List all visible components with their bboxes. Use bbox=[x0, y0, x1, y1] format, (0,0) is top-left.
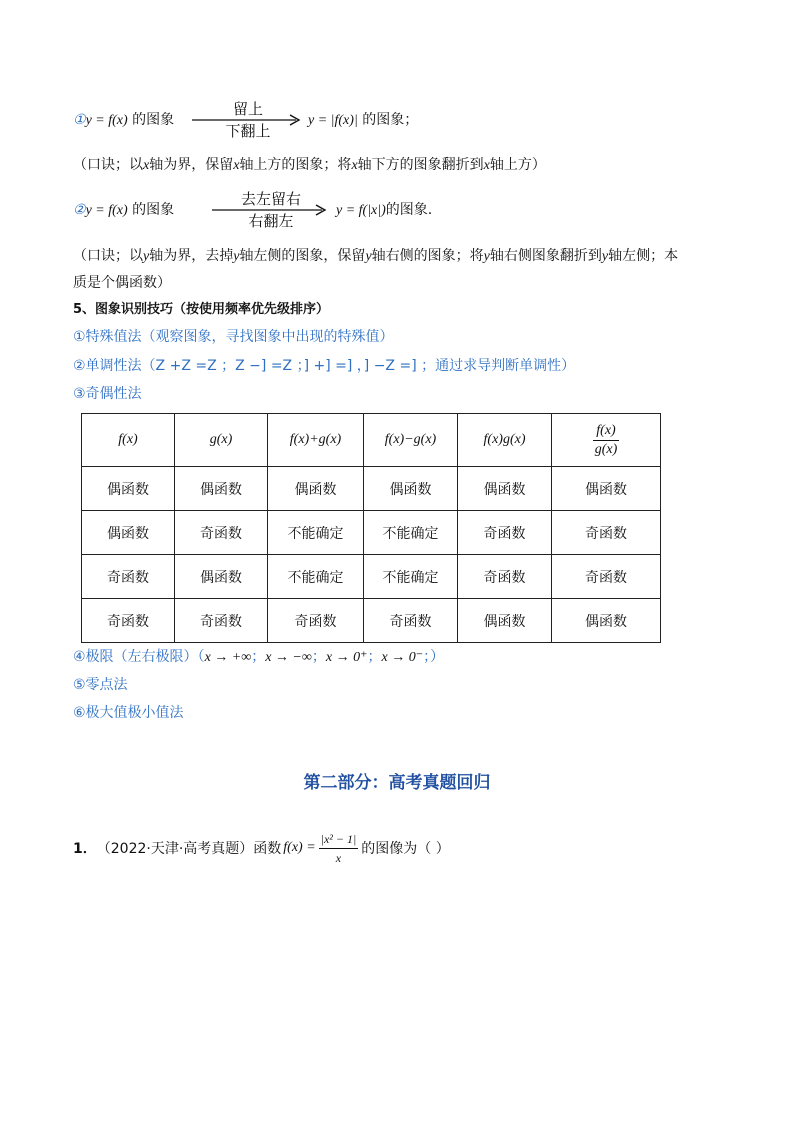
table-cell: 奇函数 bbox=[175, 599, 268, 643]
section5-item6: ⑥极大值极小值法 bbox=[73, 705, 184, 721]
question-source: （2022·天津·高考真题）函数 bbox=[96, 841, 282, 857]
header-cell: f(x)−g(x) bbox=[364, 414, 458, 467]
rule2-lhs: y = f(x) bbox=[85, 203, 128, 218]
tip-text: 轴为界，去掉 bbox=[149, 248, 234, 264]
fraction-denominator: x bbox=[335, 850, 342, 865]
section5-item2: ②单调性法（Z +Z =Z ；Z −] =Z ；] +] =] ，] −Z =] ；通过求导判断单调性） bbox=[73, 358, 576, 374]
section5-heading: 5、图象识别技巧（按使用频率优先级排序） bbox=[73, 302, 330, 317]
limit-end: ；） bbox=[423, 649, 445, 665]
table-cell: 偶函数 bbox=[175, 467, 268, 511]
tip-text: （口诀；以 bbox=[73, 248, 143, 264]
table-cell: 奇函数 bbox=[175, 511, 268, 555]
rule1-tip bbox=[73, 155, 546, 176]
rule2-suffix: 的图象. bbox=[385, 202, 433, 218]
table-cell: 偶函数 bbox=[552, 467, 661, 511]
table-cell: 不能确定 bbox=[364, 511, 458, 555]
header-cell: f(x)+g(x) bbox=[268, 414, 364, 467]
header-cell: f(x)g(x) bbox=[458, 414, 552, 467]
tip-text: 轴右侧的图象；将 bbox=[371, 248, 484, 264]
table-cell: 偶函数 bbox=[458, 599, 552, 643]
rule2-prefix: ② bbox=[73, 203, 86, 218]
header-cell: f(x) bbox=[82, 414, 175, 467]
tip-var: y bbox=[483, 249, 490, 264]
limit-sep: ； bbox=[311, 649, 326, 665]
table-row bbox=[82, 555, 661, 599]
tip-var: x bbox=[143, 158, 150, 173]
tip-text: （口诀；以 bbox=[73, 157, 143, 173]
tip-var: y bbox=[601, 249, 609, 264]
table-cell: 不能确定 bbox=[364, 555, 458, 599]
rule2-arrow-bottom: 右翻左 bbox=[248, 212, 294, 230]
table-cell: 偶函数 bbox=[82, 511, 175, 555]
limit-sep: ； bbox=[367, 649, 382, 665]
section5-item5: ⑤零点法 bbox=[73, 677, 128, 693]
rule2-mid: 的图象 bbox=[132, 202, 175, 218]
fraction-denominator: g(x) bbox=[594, 441, 618, 457]
table-cell: 偶函数 bbox=[364, 467, 458, 511]
fraction-numerator: f(x) bbox=[593, 422, 620, 441]
section5-item4 bbox=[73, 647, 444, 668]
limit-b: x → −∞ bbox=[265, 650, 312, 665]
tip-text: 轴左侧的图象，保留 bbox=[239, 248, 366, 264]
table-cell: 奇函数 bbox=[552, 511, 661, 555]
rule1-arrow-bottom: 下翻上 bbox=[225, 122, 271, 140]
table-cell: 不能确定 bbox=[268, 511, 364, 555]
section5-item3: ③奇偶性法 bbox=[73, 386, 142, 402]
table-header-row bbox=[82, 414, 661, 467]
rule1-right bbox=[308, 109, 418, 129]
table-cell: 奇函数 bbox=[82, 599, 175, 643]
rule2-arrow bbox=[212, 188, 330, 232]
table-cell: 不能确定 bbox=[268, 555, 364, 599]
tip-text: 轴为界，保留 bbox=[149, 157, 234, 173]
tip-var: x bbox=[351, 158, 358, 173]
tip-text: 轴下方的图象翻折到 bbox=[357, 157, 484, 173]
rule1-suffix: 的图象； bbox=[362, 112, 419, 128]
rule2-right bbox=[336, 199, 432, 219]
section5-item1: ①特殊值法（观察图象，寻找图象中出现的特殊值） bbox=[73, 329, 394, 345]
tip-var: x bbox=[483, 158, 490, 173]
fraction-numerator: |x² − 1| bbox=[319, 830, 359, 849]
parity-table bbox=[81, 413, 661, 643]
table-cell: 偶函数 bbox=[552, 599, 661, 643]
rule1-rhs: y = |f(x)| bbox=[308, 113, 358, 128]
rule2-tip bbox=[73, 246, 678, 267]
table-cell: 奇函数 bbox=[458, 511, 552, 555]
rule1-prefix: ① bbox=[73, 113, 86, 128]
rule2-left bbox=[73, 199, 174, 219]
question-tail: 的图像为（ ） bbox=[361, 841, 450, 857]
rule2-arrow-top: 去左留右 bbox=[240, 190, 301, 208]
question-fraction bbox=[319, 830, 359, 867]
table-cell: 偶函数 bbox=[268, 467, 364, 511]
limit-label: ④极限（左右极限）（ bbox=[73, 649, 205, 665]
table-cell: 奇函数 bbox=[364, 599, 458, 643]
limit-sep: ； bbox=[251, 649, 266, 665]
tip-var: y bbox=[143, 249, 150, 264]
table-cell: 奇函数 bbox=[552, 555, 661, 599]
rule1-left bbox=[73, 109, 174, 129]
tip-text: 轴上方） bbox=[489, 157, 546, 173]
tip-text: 轴左侧；本 bbox=[608, 248, 679, 264]
tip-var: y bbox=[365, 249, 372, 264]
header-cell: g(x) bbox=[175, 414, 268, 467]
rule2-tip-line2: 质是个偶函数） bbox=[73, 275, 171, 291]
table-row bbox=[82, 599, 661, 643]
rule1-arrow bbox=[192, 98, 304, 142]
header-cell-fraction bbox=[552, 414, 661, 467]
table-row bbox=[82, 511, 661, 555]
rule1-lhs: y = f(x) bbox=[85, 113, 128, 128]
table-cell: 偶函数 bbox=[82, 467, 175, 511]
question1 bbox=[73, 826, 450, 870]
rule2-rhs: y = f(|x|) bbox=[336, 203, 386, 218]
table-cell: 偶函数 bbox=[458, 467, 552, 511]
table-cell: 奇函数 bbox=[268, 599, 364, 643]
tip-text: 轴右侧图象翻折到 bbox=[489, 248, 602, 264]
limit-c: x → 0⁺ bbox=[325, 650, 368, 665]
question-number: 1． bbox=[73, 841, 97, 857]
table-cell: 偶函数 bbox=[175, 555, 268, 599]
table-row bbox=[82, 467, 661, 511]
table-cell: 奇函数 bbox=[82, 555, 175, 599]
tip-var: y bbox=[233, 249, 240, 264]
rule1-arrow-top: 留上 bbox=[232, 100, 263, 118]
limit-d: x → 0⁻ bbox=[381, 650, 424, 665]
rule1-mid: 的图象 bbox=[132, 112, 175, 128]
tip-text: 轴上方的图象；将 bbox=[239, 157, 352, 173]
question-func-lhs: f(x) = bbox=[283, 840, 316, 855]
tip-var: x bbox=[233, 158, 240, 173]
part2-title: 第二部分：高考真题回归 bbox=[303, 773, 491, 793]
table-cell: 奇函数 bbox=[458, 555, 552, 599]
limit-a: x → +∞ bbox=[204, 650, 252, 665]
